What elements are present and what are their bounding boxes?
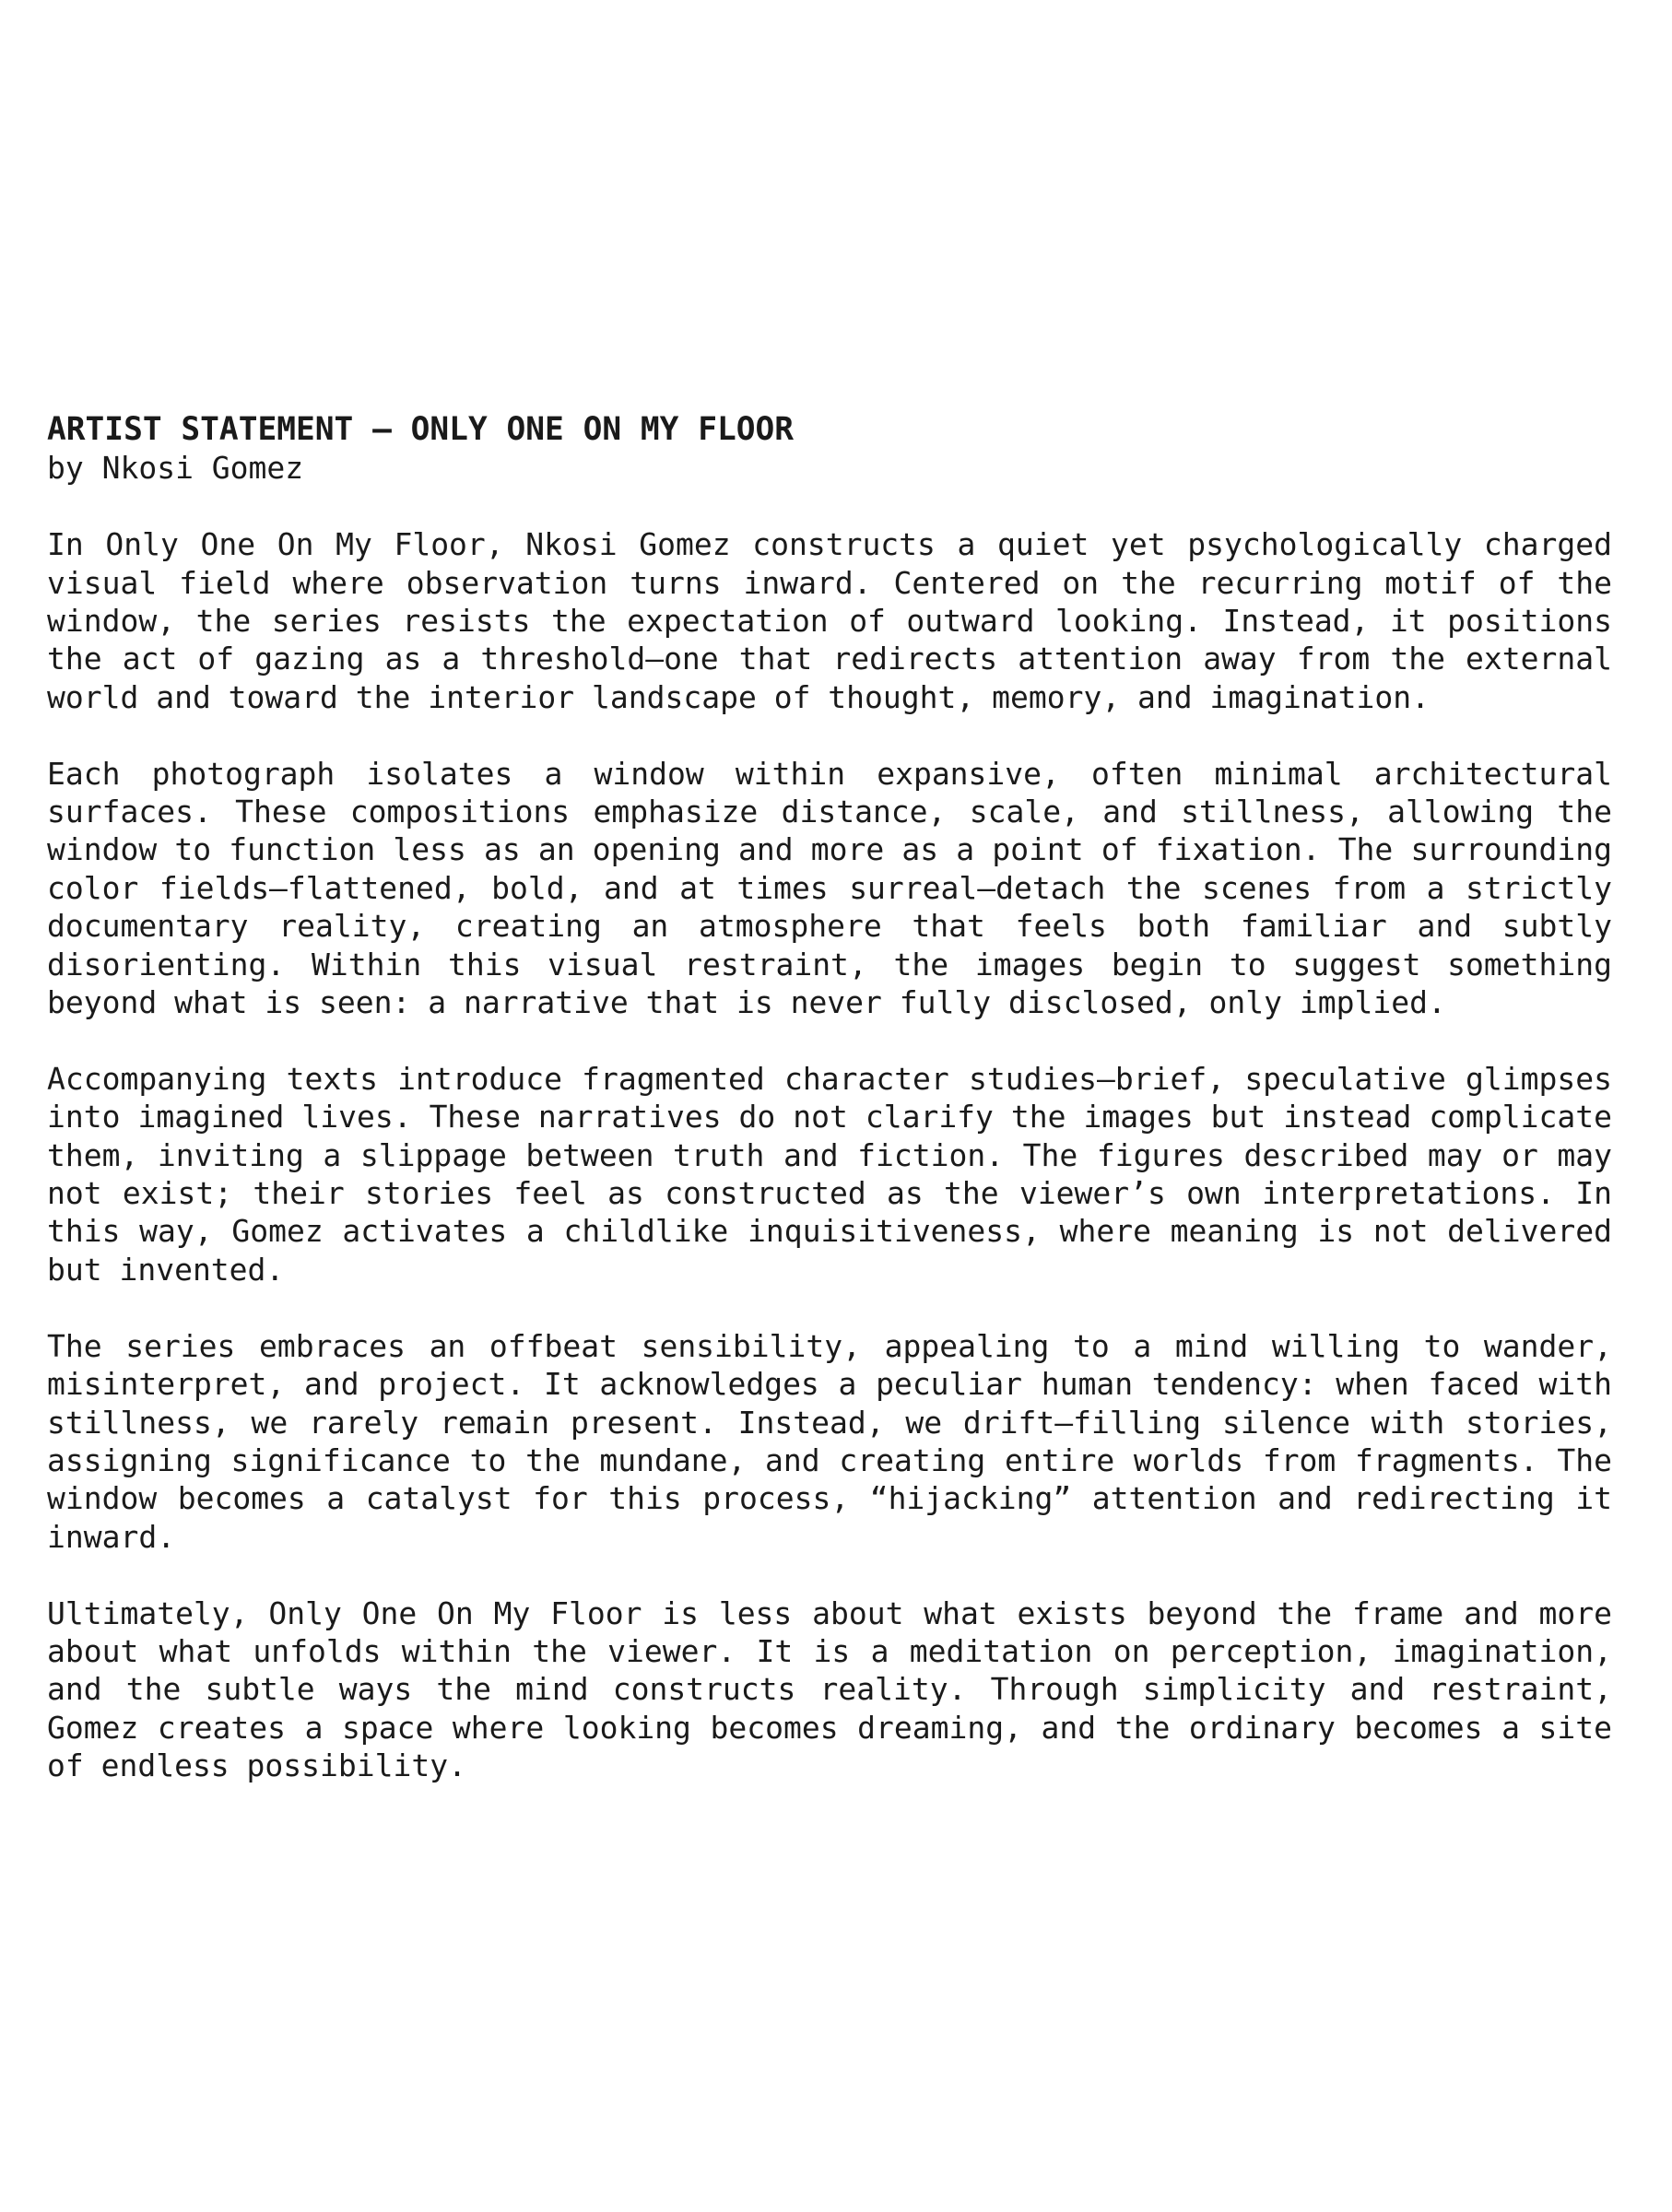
paragraph-4: The series embraces an offbeat sensibility, appealing to a mind willing to wander, misinterpret, and project. It acknowledges a peculiar human tendency: when faced with stillness, we rarely remain present. Instead, we drift—filling silence with stories, assigning significance to the mundane, and creating entire worlds from fragments. The window becomes a catalyst for this process, “hijacking” attention and redirecting it inward. [47, 1327, 1612, 1555]
document-title: ARTIST STATEMENT — ONLY ONE ON MY FLOOR [47, 411, 795, 448]
paragraph-3: Accompanying texts introduce fragmented character studies—brief, speculative glimpses into imagined lives. These narratives do not clarify the images but instead complicate them, inviting a slippage between truth and fiction. The figures described may or may not exist; their stories feel as constructed as the viewer’s own interpretations. In this way, Gomez activates a childlike inquisitiveness, where meaning is not delivered but invented. [47, 1060, 1612, 1288]
paragraph-1: In Only One On My Floor, Nkosi Gomez constructs a quiet yet psychologically charged visual field where observation turns inward. Centered on the recurring motif of the window, the series resists the expectation of outward looking. Instead, it positions the act of gazing as a threshold—one that redirects attention away from the external world and toward the interior landscape of thought, memory, and imagination. [47, 526, 1612, 715]
paragraph-2: Each photograph isolates a window within expansive, often minimal architectural surfaces. These compositions emphasize distance, scale, and stillness, allowing the window to function less as an opening and more as a point of fixation. The surrounding color fields—flattened, bold, and at times surreal—detach the scenes from a strictly documentary reality, creating an atmosphere that feels both familiar and subtly disorienting. Within this visual restraint, the images begin to suggest something beyond what is seen: a narrative that is never fully disclosed, only implied. [47, 755, 1612, 1021]
artist-statement-document [47, 411, 1612, 1785]
author-byline: by Nkosi Gomez [47, 450, 304, 487]
paragraph-5: Ultimately, Only One On My Floor is less about what exists beyond the frame and more about what unfolds within the viewer. It is a meditation on perception, imagination, and the subtle ways the mind constructs reality. Through simplicity and restraint, Gomez creates a space where looking becomes dreaming, and the ordinary becomes a site of endless possibility. [47, 1594, 1612, 1784]
